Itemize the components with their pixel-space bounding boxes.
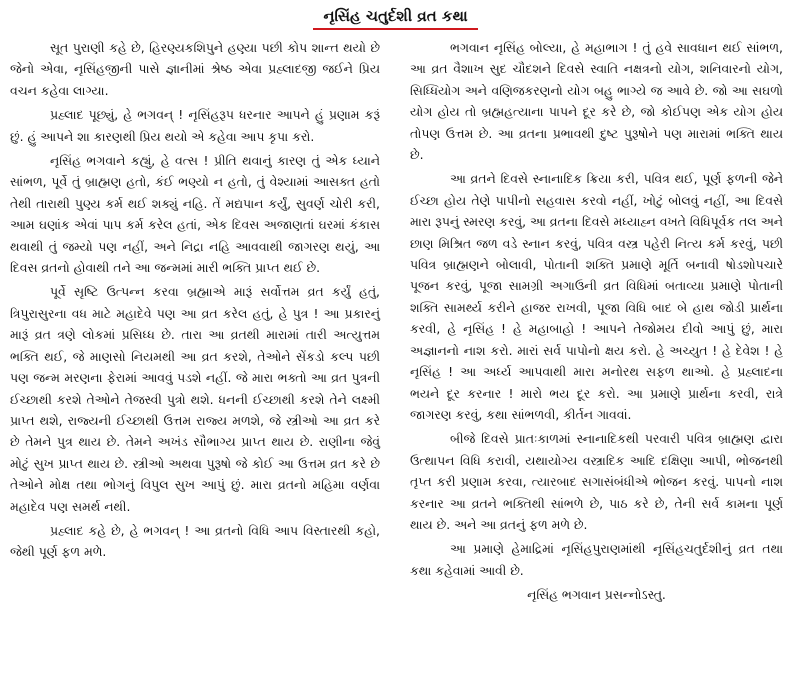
right-column [410, 37, 783, 609]
paragraph: નૃસિંહ ભગવાને કહ્યું, હે વત્સ ! પ્રીતિ થવાનું કારણ તું એક ધ્યાને સાંભળ, પૂર્વે તું બ્રાહ્મણ હતો, કંઈ ભણ્યો ન હતો, તું વેશ્યામાં આસક્ત હતો તેથી તારાથી પુણ્ય કર્મ થઈ શક્યું નહિ. તેં મદ્યપાન કર્યું, સુવર્ણ ચોરી કરી, આમ ઘણાંક એવાં પાપ કર્મ કરેલ હતાં, એક દિવસ અજાણતાં ઘરમાં કંકાસ થવાથી તું જમ્યો પણ નહીં, અને નિદ્રા નહિ આવવાથી જાગરણ થયું, આ દિવસ વ્રતનો હોવાથી તને આ જન્મમાં મારી ભક્તિ પ્રાપ્ત થઈ છે. [10, 153, 380, 276]
title-wrap [0, 6, 791, 30]
paragraph: બીજે દિવસે પ્રાતઃકાળમાં સ્નાનાદિકથી પરવારી પવિત્ર બ્રાહ્મણ દ્વારા ઉત્થાપન વિધિ કરાવી, યથાયોગ્ય વસ્ત્રાદિક આદિ દક્ષિણા આપી, ભોજનથી તૃપ્ત કરી પ્રણામ કરવા, ત્યારબાદ સગાસંબંધીએ ભોજન કરવું. પાપનો નાશ કરનાર આ વ્રતને ભક્તિથી સાંભળે છે, પાઠ કરે છે, તેની સર્વ કામના પૂર્ણ થાય છે. અને આ વ્રતનું ફળ મળે છે. [410, 431, 783, 532]
paragraph: આ વ્રતને દિવસે સ્નાનાદિક ક્રિયા કરી, પવિત્ર થઈ, પૂર્ણ ફળની જેને ઈચ્છા હોય તેણે પાપીનો સહવાસ કરવો નહીં, ખોટું બોલવું નહીં, આ દિવસે મારા રૂપનું સ્મરણ કરવું, આ વ્રતના દિવસે મધ્યાહ્ન વખતે વિધિપૂર્વક તલ અને છાણ મિશ્રિત જળ વડે સ્નાન કરવું, પવિત્ર વસ્ત્ર પહેરી નિત્ય કર્મ કરવું, પછી પવિત્ર બ્રાહ્મણને બોલાવી, પોતાની શક્તિ પ્રમાણે મૂર્તિ બનાવી ષોડશોપચારે પૂજન કરવું, પૂજા સામગ્રી અગાઉની વ્રત વિધિમાં બતાવ્યા પ્રમાણે પોતાની શક્તિ સામર્થ્ય કરીને હાજર રાખવી, પૂજા વિધિ બાદ બે હાથ જોડી પ્રાર્થના કરવી, હે નૃસિંહ ! હે મહાબાહો ! આપને તેજોમય દીવો આપું છું, મારા અજ્ઞાનનો નાશ કરો. મારાં સર્વ પાપોનો ક્ષય કરો. હે અચ્યુત ! હે દેવેશ ! હે નૃસિંહ ! આ અર્ધ્ય આપવાથી મારા મનોરથ સફળ થાઓ. હે પ્રહ્લાદના ભયને દૂર કરનાર ! મારો ભય દૂર કરો. આ પ્રમાણે પ્રાર્થના કરવી, રાત્રે જાગરણ કરવું, કથા સાંભળવી, કીર્તન ગાવવાં. [410, 171, 783, 422]
page-title: નૃસિંહ ચતુર્દશી વ્રત કથા [313, 6, 477, 30]
paragraph: પ્રહ્લાદ પૂછ્યું, હે ભગવન્ ! નૃસિંહરૂપ ધરનાર આપને હું પ્રણામ કરૂં છું. હું આપને શા કારણથી પ્રિય થયો એ કહેવા આપ કૃપા કરો. [10, 107, 380, 144]
paragraph: ભગવાન નૃસિંહ બોલ્યા, હે મહાભાગ ! તું હવે સાવધાન થઈ સાંભળ, આ વ્રત વૈશાખ સુદ ચૌદશને દિવસે સ્વાતિ નક્ષત્રનો યોગ, શનિવારનો યોગ, સિધ્ધિયોગ અને વણિજકરણનો યોગ બહુ ભાગ્યે જ આવે છે. જો આ સઘળો યોગ હોય તો બ્રહ્મહત્યાના પાપને દૂર કરે છે, જો કોઈપણ એક યોગ હોય તોપણ ઉત્તમ છે. આ વ્રતના પ્રભાવથી દુષ્ટ પુરૂષોને પણ મારામાં ભક્તિ થાય છે. [410, 40, 783, 163]
left-column [10, 37, 380, 566]
paragraph: પ્રહ્લાદ કહે છે, હે ભગવન્ ! આ વ્રતનો વિધિ આપ વિસ્તારથી કહો, જેથી પૂર્ણ ફળ મળે. [10, 522, 380, 560]
paragraph: સૂત પુરાણી કહે છે, હિરણ્યકશિપુને હણ્યા પછી કોપ શાન્ત થયો છે જેનો એવા, નૃસિંહજીની પાસે જ્ઞાનીમાં શ્રેષ્ઠ એવા પ્રહ્લાદજી જઈને પ્રિય વચન કહેવા લાગ્યા. [10, 40, 380, 98]
paragraph: આ પ્રમાણે હેમાદ્રિમાં નૃસિંહપુરાણમાંથી નૃસિંહચતુર્દશીનું વ્રત તથા કથા કહેવામાં આવી છે. [410, 541, 783, 578]
paragraph: પૂર્વે સૃષ્ટિ ઉત્પન્ન કરવા બ્રહ્માએ મારૂં સર્વોત્તમ વ્રત કર્યું હતું, ત્રિપુરાસુરના વધ માટે મહાદેવે પણ આ વ્રત કરેલ હતું, હે પુત્ર ! આ પ્રકારનું મારૂં વ્રત ત્રણે લોકમાં પ્રસિધ્ધ છે. તારા આ વ્રતથી મારામાં તારી અત્યુત્તમ ભક્તિ થઈ, જે માણસો નિયમથી આ વ્રત કરશે, તેઓને સેંકડો કલ્પ પછી પણ જન્મ મરણના ફેરામાં આવવું પડશે નહીં. જે મારા ભક્તો આ વ્રત પુત્રની ઈચ્છાથી કરશે તેઓને તેજસ્વી પુત્રો થશે. ધનની ઈચ્છાથી કરશે તેને લક્ષ્મી પ્રાપ્ત થશે, રાજ્યની ઈચ્છાથી ઉત્તમ રાજ્ય મળશે, જે સ્ત્રીઓ આ વ્રત કરે છે તેમને પુત્ર થાય છે. તેમને અખંડ સૌભાગ્ય પ્રાપ્ત થાય છે. રાણીના જેવું મોટું સુખ પ્રાપ્ત થાય છે. સ્ત્રીઓ અથવા પુરૂષો જે કોઈ આ ઉત્તમ વ્રત કરે છે તેઓને મોક્ષ તથા ભોગનું વિપુલ સુખ આપું છું. મારા વ્રતનો મહિમા વર્ણવા મહાદેવ પણ સમર્થ નથી. [10, 284, 380, 514]
closing-line: નૃસિંહ ભગવાન પ્રસન્નોઽસ્તુ. [527, 587, 666, 603]
